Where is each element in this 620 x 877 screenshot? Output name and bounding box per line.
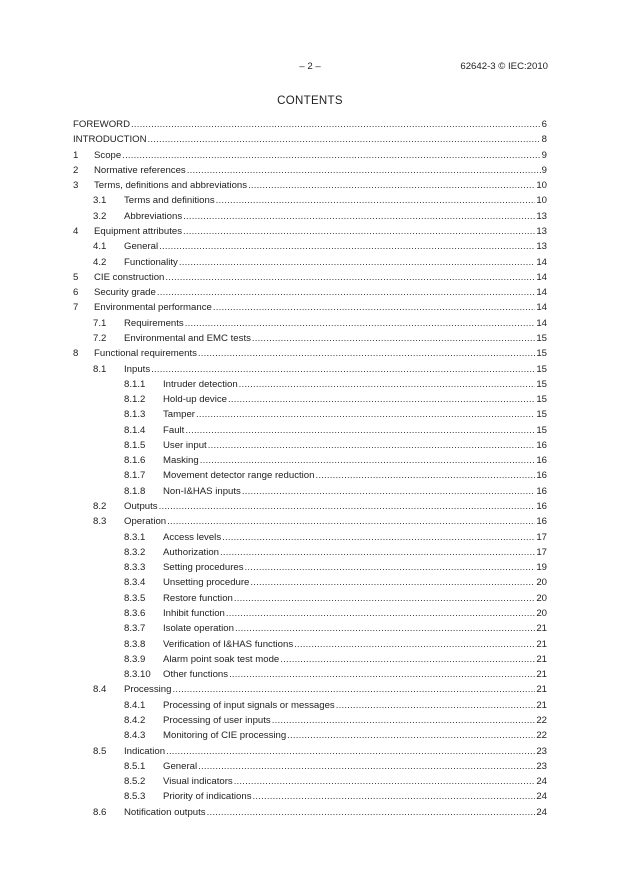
toc-entry-page: 9: [541, 149, 547, 161]
toc-entry-line: [73, 163, 547, 178]
toc-dot-leader: [207, 805, 536, 820]
toc-entry[interactable]: [73, 453, 547, 468]
toc-entry-number: 8.5.3: [124, 791, 146, 803]
toc-entry-line: [124, 789, 547, 804]
toc-entry-title: Tamper: [163, 409, 195, 421]
toc-entry-line: [73, 346, 547, 361]
toc-entry-number: 8.1.5: [124, 439, 146, 451]
toc-entry-title: Terms and definitions: [124, 195, 215, 207]
toc-entry-title: Authorization: [163, 546, 219, 558]
toc-entry-number: 8.1.1: [124, 378, 146, 390]
toc-entry-number: 8.1.8: [124, 485, 146, 497]
document-id: 62642-3 © IEC:2010: [460, 61, 548, 72]
toc-dot-leader: [185, 316, 536, 331]
toc-entry-page: 21: [536, 638, 547, 650]
toc-entry-number: 8.2: [93, 501, 107, 513]
toc-dot-leader: [198, 759, 535, 774]
toc-entry[interactable]: [73, 789, 547, 804]
toc-entry[interactable]: [73, 163, 547, 178]
toc-entry-title: Visual indicators: [163, 776, 233, 788]
toc-dot-leader: [234, 591, 535, 606]
toc-entry-page: 15: [536, 348, 547, 360]
toc-entry-number: 6: [73, 287, 79, 299]
toc-entry-title: Environmental and EMC tests: [124, 332, 251, 344]
toc-dot-leader: [185, 423, 535, 438]
toc-entry-line: [124, 484, 547, 499]
toc-entry-title: Notification outputs: [124, 806, 206, 818]
toc-entry-page: 10: [536, 180, 547, 192]
toc-entry-line: [93, 514, 547, 529]
toc-entry-title: Setting procedures: [163, 562, 244, 574]
toc-entry-line: [124, 438, 547, 453]
toc-entry[interactable]: [73, 209, 547, 224]
toc-dot-leader: [239, 377, 536, 392]
toc-entry-line: [124, 759, 547, 774]
toc-entry-title: Fault: [163, 424, 185, 436]
toc-entry[interactable]: [73, 591, 547, 606]
toc-entry[interactable]: [73, 637, 547, 652]
toc-entry-title: Verification of I&HAS functions: [163, 638, 294, 650]
toc-entry-title: Processing of user inputs: [163, 714, 271, 726]
toc-entry-number: 3.2: [93, 210, 107, 222]
toc-entry-title: Processing of input signals or messages: [163, 699, 335, 711]
toc-dot-leader: [222, 530, 535, 545]
toc-dot-leader: [122, 148, 540, 163]
toc-entry-number: 8.4.2: [124, 714, 146, 726]
toc-entry-page: 22: [536, 714, 547, 726]
toc-entry-page: 20: [536, 592, 547, 604]
toc-entry-page: 16: [536, 501, 547, 513]
toc-entry-title: Priority of indications: [163, 791, 252, 803]
toc-entry-title: Non-I&HAS inputs: [163, 485, 241, 497]
toc-entry[interactable]: [73, 468, 547, 483]
toc-entry-page: 16: [536, 439, 547, 451]
toc-entry-page: 24: [536, 776, 547, 788]
toc-entry[interactable]: [73, 148, 547, 163]
toc-entry-page: 15: [536, 363, 547, 375]
contents-title: CONTENTS: [277, 95, 343, 107]
toc-entry-page: 17: [536, 546, 547, 558]
toc-entry-line: [73, 117, 547, 132]
toc-entry[interactable]: [73, 407, 547, 422]
toc-entry[interactable]: [73, 178, 547, 193]
toc-entry-title: FOREWORD: [73, 119, 131, 130]
toc-entry-page: 21: [536, 669, 547, 681]
toc-dot-leader: [179, 255, 535, 270]
toc-entry-page: 8: [541, 134, 547, 146]
toc-dot-leader: [294, 637, 535, 652]
toc-entry-line: [124, 392, 547, 407]
toc-entry-title: Access levels: [163, 531, 222, 543]
toc-entry-number: 7.1: [93, 317, 107, 329]
toc-entry-line: [93, 805, 547, 820]
toc-dot-leader: [287, 728, 535, 743]
toc-entry-line: [73, 148, 547, 163]
toc-entry-number: 8.1.4: [124, 424, 146, 436]
toc-entry-number: 8.3.10: [124, 669, 151, 681]
toc-dot-leader: [131, 117, 541, 132]
toc-entry-number: 8.1: [93, 363, 107, 375]
toc-entry-title: INTRODUCTION: [73, 134, 147, 146]
toc-entry-page: 24: [536, 791, 547, 803]
toc-entry[interactable]: [73, 423, 547, 438]
toc-dot-leader: [159, 239, 535, 254]
toc-entry[interactable]: [73, 530, 547, 545]
toc-entry[interactable]: [73, 499, 547, 514]
toc-dot-leader: [213, 300, 535, 315]
toc-entry-number: 8: [73, 348, 79, 360]
toc-entry-title: Inhibit function: [163, 608, 225, 619]
toc-entry-number: 4.2: [93, 256, 107, 268]
toc-entry[interactable]: [73, 331, 547, 346]
toc-entry-line: [124, 667, 547, 682]
toc-dot-leader: [226, 606, 535, 621]
toc-dot-leader: [248, 178, 535, 193]
toc-entry-page: 19: [536, 562, 547, 574]
toc-entry-line: [124, 545, 547, 560]
toc-dot-leader: [228, 392, 535, 407]
toc-entry-number: 4: [73, 225, 79, 237]
toc-entry-page: 14: [536, 287, 547, 299]
toc-entry-title: Environmental performance: [94, 302, 212, 314]
toc-entry-page: 13: [536, 210, 547, 222]
toc-entry-number: 4.1: [93, 241, 107, 253]
toc-entry-number: 8.3.1: [124, 531, 146, 543]
toc-entry-page: 17: [536, 531, 547, 543]
toc-entry-number: 8.3.2: [124, 546, 146, 558]
toc-entry-number: 8.6: [93, 806, 107, 818]
toc-dot-leader: [159, 499, 536, 514]
toc-dot-leader: [245, 560, 536, 575]
toc-entry[interactable]: [73, 255, 547, 270]
toc-entry-title: Requirements: [124, 317, 184, 329]
toc-entry-number: 8.3: [93, 516, 107, 528]
toc-dot-leader: [216, 193, 536, 208]
toc-entry-number: 3.1: [93, 195, 107, 207]
toc-entry-line: [73, 178, 547, 193]
toc-entry[interactable]: [73, 560, 547, 575]
toc-entry-title: CIE construction: [94, 271, 165, 283]
toc-entry-line: [124, 560, 547, 575]
toc-entry-page: 15: [536, 394, 547, 406]
toc-entry-page: 14: [536, 271, 547, 283]
toc-entry-number: 8.3.5: [124, 592, 146, 604]
toc-entry[interactable]: [73, 575, 547, 590]
toc-entry-number: 8.3.4: [124, 577, 146, 589]
toc-entry-page: 16: [536, 516, 547, 528]
toc-entry-line: [124, 728, 547, 743]
toc-entry[interactable]: [73, 362, 547, 377]
toc-entry-page: 21: [536, 623, 547, 635]
toc-entry[interactable]: [73, 193, 547, 208]
toc-dot-leader: [315, 468, 535, 483]
toc-entry-line: [124, 698, 547, 713]
toc-entry-line: [93, 362, 547, 377]
toc-entry-line: [73, 300, 547, 315]
toc-entry-title: Scope: [94, 149, 122, 161]
toc-entry-line: [124, 637, 547, 652]
toc-entry-line: [124, 606, 547, 621]
toc-entry-line: [124, 575, 547, 590]
toc-entry-line: [124, 774, 547, 789]
toc-entry-page: 16: [536, 485, 547, 497]
toc-entry-title: Monitoring of CIE processing: [163, 730, 287, 742]
toc-dot-leader: [280, 652, 535, 667]
toc-entry-page: 23: [536, 745, 547, 757]
toc-dot-leader: [196, 407, 535, 422]
toc-entry-line: [124, 423, 547, 438]
toc-entry[interactable]: [73, 621, 547, 636]
toc-entry-number: 3: [73, 180, 79, 192]
toc-entry[interactable]: [73, 652, 547, 667]
toc-entry-page: 20: [536, 608, 547, 619]
toc-entry-line: [124, 530, 547, 545]
toc-entry[interactable]: [73, 744, 547, 759]
toc-entry-page: 21: [536, 684, 547, 696]
toc-dot-leader: [234, 774, 536, 789]
toc-entry-title: Abbreviations: [124, 210, 183, 222]
toc-dot-leader: [229, 667, 535, 682]
toc-dot-leader: [198, 346, 535, 361]
toc-entry-number: 8.3.9: [124, 653, 146, 665]
toc-entry-title: Equipment attributes: [94, 225, 182, 237]
toc-entry-number: 8.3.7: [124, 623, 146, 635]
toc-entry[interactable]: [73, 132, 547, 147]
toc-entry[interactable]: [73, 270, 547, 285]
toc-entry-page: 15: [536, 332, 547, 344]
toc-entry[interactable]: [73, 545, 547, 560]
toc-entry[interactable]: [73, 728, 547, 743]
toc-entry[interactable]: [73, 484, 547, 499]
toc-entry-title: Hold-up device: [163, 394, 227, 406]
toc-entry-number: 8.1.6: [124, 455, 146, 467]
toc-entry-number: 8.1.2: [124, 394, 146, 406]
toc-dot-leader: [183, 209, 535, 224]
toc-entry-line: [73, 224, 547, 239]
toc-entry[interactable]: [73, 377, 547, 392]
toc-entry-number: 8.5: [93, 745, 107, 757]
toc-entry[interactable]: [73, 224, 547, 239]
toc-entry-title: Normative references: [94, 164, 186, 176]
toc-entry-number: 8.3.8: [124, 638, 146, 650]
toc-entry-page: 6: [541, 119, 547, 130]
toc-entry-page: 24: [536, 806, 547, 818]
toc-entry-title: Masking: [163, 455, 199, 467]
toc-entry-title: User input: [163, 439, 207, 451]
toc-entry-line: [73, 270, 547, 285]
toc-entry-title: General: [163, 760, 198, 772]
toc-dot-leader: [272, 713, 536, 728]
toc-entry-title: Security grade: [94, 287, 156, 299]
toc-entry-line: [124, 621, 547, 636]
toc-entry-page: 13: [536, 241, 547, 253]
toc-entry[interactable]: [73, 300, 547, 315]
toc-entry[interactable]: [73, 759, 547, 774]
toc-entry-number: 5: [73, 271, 79, 283]
toc-entry-page: 16: [536, 470, 547, 482]
toc-dot-leader: [148, 132, 541, 147]
toc-dot-leader: [250, 575, 535, 590]
toc-entry-page: 20: [536, 577, 547, 589]
toc-entry-title: Inputs: [124, 363, 151, 375]
toc-dot-leader: [200, 453, 536, 468]
toc-entry-line: [124, 591, 547, 606]
toc-entry-line: [93, 239, 547, 254]
toc-entry[interactable]: [73, 698, 547, 713]
toc-entry-page: 15: [536, 378, 547, 390]
table-of-contents: [73, 117, 547, 820]
toc-entry-page: 21: [536, 653, 547, 665]
toc-entry-number: 2: [73, 164, 79, 176]
toc-entry-line: [73, 285, 547, 300]
toc-entry[interactable]: [73, 667, 547, 682]
toc-entry[interactable]: [73, 239, 547, 254]
toc-entry-page: 22: [536, 730, 547, 742]
toc-entry-title: Terms, definitions and abbreviations: [94, 180, 248, 192]
toc-entry-number: 8.5.1: [124, 760, 146, 772]
toc-entry-line: [93, 209, 547, 224]
toc-dot-leader: [208, 438, 536, 453]
toc-entry-line: [124, 713, 547, 728]
toc-entry-title: Isolate operation: [163, 623, 234, 635]
toc-entry-line: [124, 652, 547, 667]
toc-dot-leader: [165, 270, 535, 285]
toc-entry-page: 16: [536, 455, 547, 467]
toc-entry[interactable]: [73, 606, 547, 621]
toc-entry[interactable]: [73, 117, 547, 132]
toc-entry[interactable]: [73, 514, 547, 529]
toc-entry-page: 9: [541, 164, 547, 176]
toc-dot-leader: [183, 224, 535, 239]
toc-dot-leader: [252, 331, 535, 346]
toc-entry[interactable]: [73, 285, 547, 300]
toc-entry-title: Unsetting procedure: [163, 577, 250, 589]
toc-dot-leader: [220, 545, 535, 560]
toc-entry-number: 1: [73, 149, 79, 161]
toc-entry-line: [93, 316, 547, 331]
toc-entry[interactable]: [73, 392, 547, 407]
toc-entry-line: [93, 744, 547, 759]
toc-entry-title: Functional requirements: [94, 348, 197, 360]
toc-entry-number: 8.4.1: [124, 699, 146, 711]
toc-entry-title: Operation: [124, 516, 167, 528]
toc-dot-leader: [235, 621, 535, 636]
toc-dot-leader: [166, 744, 535, 759]
toc-entry-line: [93, 682, 547, 697]
toc-entry-title: General: [124, 241, 159, 253]
toc-dot-leader: [336, 698, 536, 713]
toc-entry-number: 7.2: [93, 332, 107, 344]
toc-entry-number: 8.4: [93, 684, 107, 696]
toc-entry[interactable]: [73, 682, 547, 697]
toc-entry-number: 8.1.7: [124, 470, 146, 482]
toc-entry-title: Processing: [124, 684, 172, 696]
toc-entry-page: 15: [536, 424, 547, 436]
toc-dot-leader: [151, 362, 535, 377]
toc-entry[interactable]: [73, 316, 547, 331]
toc-entry-line: [73, 132, 547, 147]
toc-entry-line: [93, 331, 547, 346]
toc-entry[interactable]: [73, 438, 547, 453]
toc-entry-page: 13: [536, 225, 547, 237]
toc-entry-line: [93, 255, 547, 270]
toc-entry-title: Restore function: [163, 592, 233, 604]
toc-entry-title: Other functions: [163, 669, 229, 681]
toc-entry-title: Indication: [124, 745, 166, 757]
toc-entry-line: [124, 453, 547, 468]
toc-entry-line: [93, 193, 547, 208]
toc-entry-page: 14: [536, 302, 547, 314]
toc-dot-leader: [187, 163, 541, 178]
toc-entry-line: [93, 499, 547, 514]
toc-entry-number: 8.4.3: [124, 730, 146, 742]
toc-entry-number: 8.1.3: [124, 409, 146, 421]
toc-entry-line: [124, 377, 547, 392]
toc-entry-page: 15: [536, 409, 547, 421]
toc-entry-line: [124, 407, 547, 422]
toc-entry-title: Movement detector range reduction: [163, 470, 315, 482]
toc-entry[interactable]: [73, 805, 547, 820]
toc-entry[interactable]: [73, 774, 547, 789]
toc-entry-line: [124, 468, 547, 483]
toc-entry-number: 8.3.6: [124, 608, 146, 619]
toc-entry-page: 10: [536, 195, 547, 207]
toc-dot-leader: [172, 682, 535, 697]
toc-entry[interactable]: [73, 346, 547, 361]
toc-dot-leader: [242, 484, 535, 499]
toc-entry-title: Outputs: [124, 501, 158, 513]
toc-entry-page: 23: [536, 760, 547, 772]
toc-entry-page: 21: [536, 699, 547, 711]
toc-dot-leader: [157, 285, 535, 300]
toc-dot-leader: [167, 514, 535, 529]
page-number: – 2 –: [299, 61, 321, 72]
toc-entry-title: Functionality: [124, 256, 178, 268]
toc-entry-page: 14: [536, 317, 547, 329]
toc-dot-leader: [253, 789, 536, 804]
toc-entry-title: Intruder detection: [163, 378, 238, 390]
toc-entry-number: 8.3.3: [124, 562, 146, 574]
toc-entry[interactable]: [73, 713, 547, 728]
toc-entry-page: 14: [536, 256, 547, 268]
toc-entry-number: 7: [73, 302, 79, 314]
toc-entry-title: Alarm point soak test mode: [163, 653, 280, 665]
toc-entry-number: 8.5.2: [124, 776, 146, 788]
